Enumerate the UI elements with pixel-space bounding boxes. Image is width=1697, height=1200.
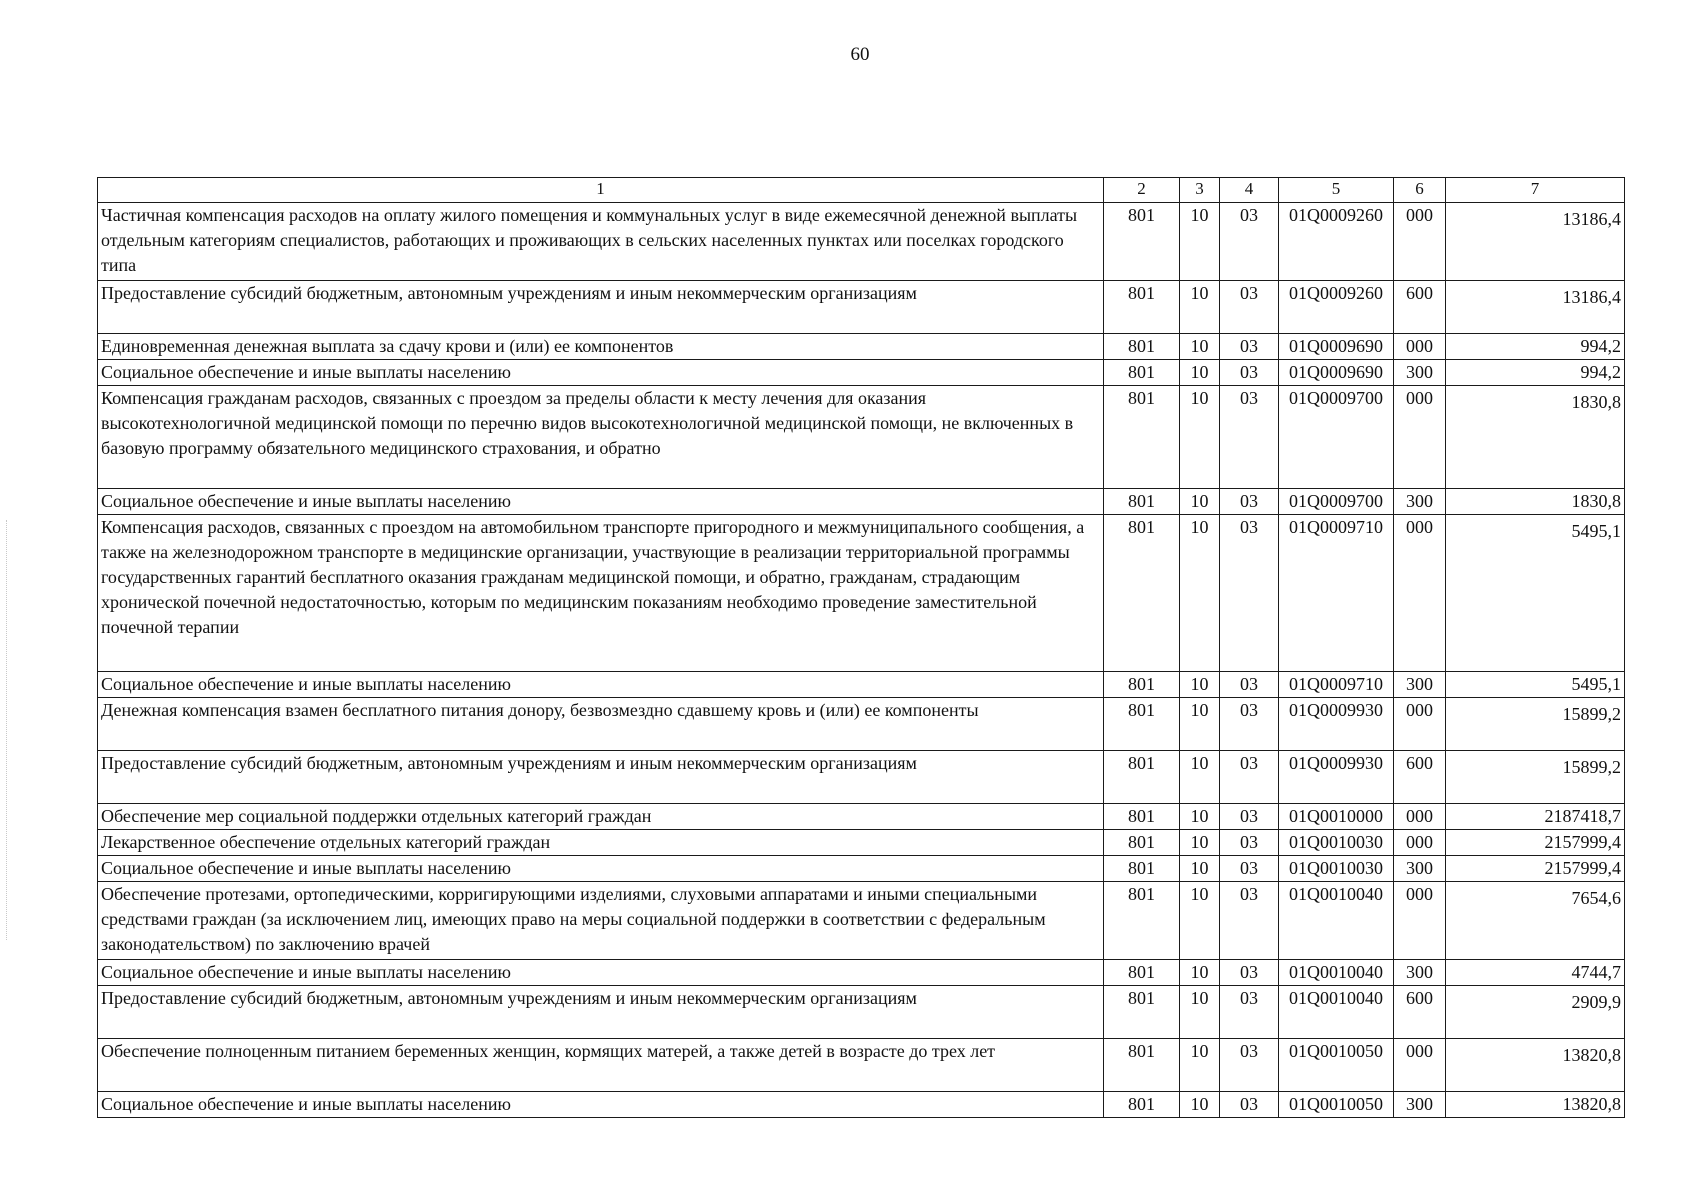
row-ministry-code: 801 — [1104, 698, 1180, 751]
row-name: Обеспечение мер социальной поддержки отдельных категорий граждан — [98, 804, 1104, 830]
row-section: 10 — [1180, 751, 1220, 804]
row-target-article: 01Q0010040 — [1279, 960, 1394, 986]
row-subsection: 03 — [1220, 1092, 1279, 1118]
row-target-article: 01Q0010030 — [1279, 830, 1394, 856]
row-name: Социальное обеспечение и иные выплаты населению — [98, 672, 1104, 698]
row-name: Предоставление субсидий бюджетным, автономным учреждениям и иным некоммерческим организациям — [98, 751, 1104, 804]
row-ministry-code: 801 — [1104, 515, 1180, 672]
row-name: Компенсация гражданам расходов, связанных с проездом за пределы области к месту лечения для оказания высокотехнологичной медицинской помощи по перечню видов высокотехнологичной медицинской помощи, не включенных в базовую программу обязательного медицинского страхования, и обратно — [98, 386, 1104, 489]
row-expense-type: 600 — [1394, 986, 1446, 1039]
row-expense-type: 000 — [1394, 804, 1446, 830]
table-row — [98, 830, 1625, 856]
row-target-article: 01Q0009710 — [1279, 515, 1394, 672]
scan-edge-marks — [6, 520, 9, 940]
row-expense-type: 000 — [1394, 203, 1446, 281]
row-expense-type: 600 — [1394, 751, 1446, 804]
row-amount: 7654,6 — [1446, 882, 1625, 960]
row-section: 10 — [1180, 882, 1220, 960]
row-expense-type: 000 — [1394, 515, 1446, 672]
row-section: 10 — [1180, 386, 1220, 489]
row-target-article: 01Q0009700 — [1279, 386, 1394, 489]
row-amount: 15899,2 — [1446, 751, 1625, 804]
row-target-article: 01Q0009700 — [1279, 489, 1394, 515]
row-ministry-code: 801 — [1104, 1039, 1180, 1092]
row-expense-type: 000 — [1394, 830, 1446, 856]
row-amount: 1830,8 — [1446, 489, 1625, 515]
row-subsection: 03 — [1220, 960, 1279, 986]
row-amount: 13186,4 — [1446, 281, 1625, 334]
row-amount: 2157999,4 — [1446, 856, 1625, 882]
table-row — [98, 1039, 1625, 1092]
row-ministry-code: 801 — [1104, 1092, 1180, 1118]
table-row — [98, 882, 1625, 960]
table-row — [98, 203, 1625, 281]
row-amount: 994,2 — [1446, 360, 1625, 386]
budget-table — [97, 177, 1625, 1118]
table-row — [98, 334, 1625, 360]
row-section: 10 — [1180, 1039, 1220, 1092]
row-amount: 13820,8 — [1446, 1092, 1625, 1118]
row-section: 10 — [1180, 1092, 1220, 1118]
row-name: Социальное обеспечение и иные выплаты населению — [98, 489, 1104, 515]
row-target-article: 01Q0010050 — [1279, 1092, 1394, 1118]
header-col-4: 4 — [1220, 178, 1279, 203]
row-subsection: 03 — [1220, 672, 1279, 698]
row-amount: 4744,7 — [1446, 960, 1625, 986]
row-subsection: 03 — [1220, 986, 1279, 1039]
row-section: 10 — [1180, 489, 1220, 515]
row-name: Обеспечение полноценным питанием беременных женщин, кормящих матерей, а также детей в возрасте до трех лет — [98, 1039, 1104, 1092]
header-row — [98, 178, 1625, 203]
row-ministry-code: 801 — [1104, 986, 1180, 1039]
row-name: Единовременная денежная выплата за сдачу крови и (или) ее компонентов — [98, 334, 1104, 360]
row-section: 10 — [1180, 281, 1220, 334]
row-ministry-code: 801 — [1104, 360, 1180, 386]
row-target-article: 01Q0009930 — [1279, 751, 1394, 804]
row-target-article: 01Q0009260 — [1279, 281, 1394, 334]
row-name: Предоставление субсидий бюджетным, автономным учреждениям и иным некоммерческим организациям — [98, 281, 1104, 334]
row-expense-type: 000 — [1394, 334, 1446, 360]
row-ministry-code: 801 — [1104, 751, 1180, 804]
table-row — [98, 360, 1625, 386]
header-col-1: 1 — [98, 178, 1104, 203]
row-target-article: 01Q0009690 — [1279, 360, 1394, 386]
row-target-article: 01Q0010030 — [1279, 856, 1394, 882]
row-expense-type: 300 — [1394, 1092, 1446, 1118]
row-subsection: 03 — [1220, 751, 1279, 804]
row-ministry-code: 801 — [1104, 856, 1180, 882]
row-amount: 2157999,4 — [1446, 830, 1625, 856]
row-amount: 994,2 — [1446, 334, 1625, 360]
header-col-7: 7 — [1446, 178, 1625, 203]
row-ministry-code: 801 — [1104, 334, 1180, 360]
row-target-article: 01Q0010040 — [1279, 986, 1394, 1039]
row-amount: 13186,4 — [1446, 203, 1625, 281]
row-subsection: 03 — [1220, 360, 1279, 386]
table-row — [98, 386, 1625, 489]
row-section: 10 — [1180, 203, 1220, 281]
row-subsection: 03 — [1220, 489, 1279, 515]
row-ministry-code: 801 — [1104, 489, 1180, 515]
table-row — [98, 804, 1625, 830]
row-amount: 5495,1 — [1446, 672, 1625, 698]
row-subsection: 03 — [1220, 856, 1279, 882]
row-subsection: 03 — [1220, 698, 1279, 751]
row-section: 10 — [1180, 698, 1220, 751]
row-name: Обеспечение протезами, ортопедическими, корригирующими изделиями, слуховыми аппаратами и иными специальными средствами граждан (за исключением лиц, имеющих право на меры социальной поддержки в соответствии с федеральным законодательством) по заключению врачей — [98, 882, 1104, 960]
row-ministry-code: 801 — [1104, 281, 1180, 334]
row-subsection: 03 — [1220, 882, 1279, 960]
header-col-2: 2 — [1104, 178, 1180, 203]
table-row — [98, 1092, 1625, 1118]
table-row — [98, 515, 1625, 672]
row-expense-type: 300 — [1394, 960, 1446, 986]
row-section: 10 — [1180, 986, 1220, 1039]
row-amount: 2187418,7 — [1446, 804, 1625, 830]
row-section: 10 — [1180, 334, 1220, 360]
row-name: Социальное обеспечение и иные выплаты населению — [98, 1092, 1104, 1118]
row-subsection: 03 — [1220, 1039, 1279, 1092]
row-name: Социальное обеспечение и иные выплаты населению — [98, 360, 1104, 386]
table-row — [98, 489, 1625, 515]
row-ministry-code: 801 — [1104, 960, 1180, 986]
header-col-5: 5 — [1279, 178, 1394, 203]
row-target-article: 01Q0009930 — [1279, 698, 1394, 751]
row-name: Социальное обеспечение и иные выплаты населению — [98, 856, 1104, 882]
table-row — [98, 856, 1625, 882]
row-name: Денежная компенсация взамен бесплатного питания донору, безвозмездно сдавшему кровь и (или) ее компоненты — [98, 698, 1104, 751]
row-expense-type: 000 — [1394, 386, 1446, 489]
row-ministry-code: 801 — [1104, 386, 1180, 489]
table-row — [98, 672, 1625, 698]
row-target-article: 01Q0009710 — [1279, 672, 1394, 698]
row-target-article: 01Q0009690 — [1279, 334, 1394, 360]
table-row — [98, 986, 1625, 1039]
row-expense-type: 300 — [1394, 360, 1446, 386]
row-amount: 13820,8 — [1446, 1039, 1625, 1092]
table-row — [98, 751, 1625, 804]
row-ministry-code: 801 — [1104, 203, 1180, 281]
header-col-6: 6 — [1394, 178, 1446, 203]
row-amount: 15899,2 — [1446, 698, 1625, 751]
row-section: 10 — [1180, 515, 1220, 672]
row-subsection: 03 — [1220, 386, 1279, 489]
row-amount: 2909,9 — [1446, 986, 1625, 1039]
table-row — [98, 960, 1625, 986]
row-name: Лекарственное обеспечение отдельных категорий граждан — [98, 830, 1104, 856]
row-section: 10 — [1180, 672, 1220, 698]
row-name: Компенсация расходов, связанных с проездом на автомобильном транспорте пригородного и межмуниципального сообщения, а также на железнодорожном транспорте в медицинские организации, участвующие в реализации территориальной программы государственных гарантий бесплатного оказания гражданам медицинской помощи, и обратно, гражданам, страдающим хронической почечной недостаточностью, которым по медицинским показаниям необходимо проведение заместительной почечной терапии — [98, 515, 1104, 672]
row-expense-type: 000 — [1394, 882, 1446, 960]
row-target-article: 01Q0010040 — [1279, 882, 1394, 960]
row-expense-type: 300 — [1394, 672, 1446, 698]
row-expense-type: 000 — [1394, 698, 1446, 751]
row-amount: 5495,1 — [1446, 515, 1625, 672]
row-subsection: 03 — [1220, 334, 1279, 360]
row-subsection: 03 — [1220, 203, 1279, 281]
table-row — [98, 281, 1625, 334]
row-target-article: 01Q0009260 — [1279, 203, 1394, 281]
row-ministry-code: 801 — [1104, 830, 1180, 856]
header-col-3: 3 — [1180, 178, 1220, 203]
row-name: Частичная компенсация расходов на оплату жилого помещения и коммунальных услуг в виде ежемесячной денежной выплаты отдельным категориям специалистов, работающих и проживающих в сельских населенных пунктах или поселках городского типа — [98, 203, 1104, 281]
row-section: 10 — [1180, 804, 1220, 830]
row-subsection: 03 — [1220, 804, 1279, 830]
row-subsection: 03 — [1220, 281, 1279, 334]
row-subsection: 03 — [1220, 830, 1279, 856]
page-number: 60 — [850, 44, 870, 65]
row-expense-type: 600 — [1394, 281, 1446, 334]
row-name: Социальное обеспечение и иные выплаты населению — [98, 960, 1104, 986]
row-expense-type: 000 — [1394, 1039, 1446, 1092]
row-expense-type: 300 — [1394, 856, 1446, 882]
row-section: 10 — [1180, 856, 1220, 882]
row-ministry-code: 801 — [1104, 882, 1180, 960]
table-row — [98, 698, 1625, 751]
row-subsection: 03 — [1220, 515, 1279, 672]
row-ministry-code: 801 — [1104, 672, 1180, 698]
row-expense-type: 300 — [1394, 489, 1446, 515]
row-section: 10 — [1180, 960, 1220, 986]
row-target-article: 01Q0010050 — [1279, 1039, 1394, 1092]
row-section: 10 — [1180, 360, 1220, 386]
row-target-article: 01Q0010000 — [1279, 804, 1394, 830]
row-name: Предоставление субсидий бюджетным, автономным учреждениям и иным некоммерческим организациям — [98, 986, 1104, 1039]
row-section: 10 — [1180, 830, 1220, 856]
row-amount: 1830,8 — [1446, 386, 1625, 489]
row-ministry-code: 801 — [1104, 804, 1180, 830]
